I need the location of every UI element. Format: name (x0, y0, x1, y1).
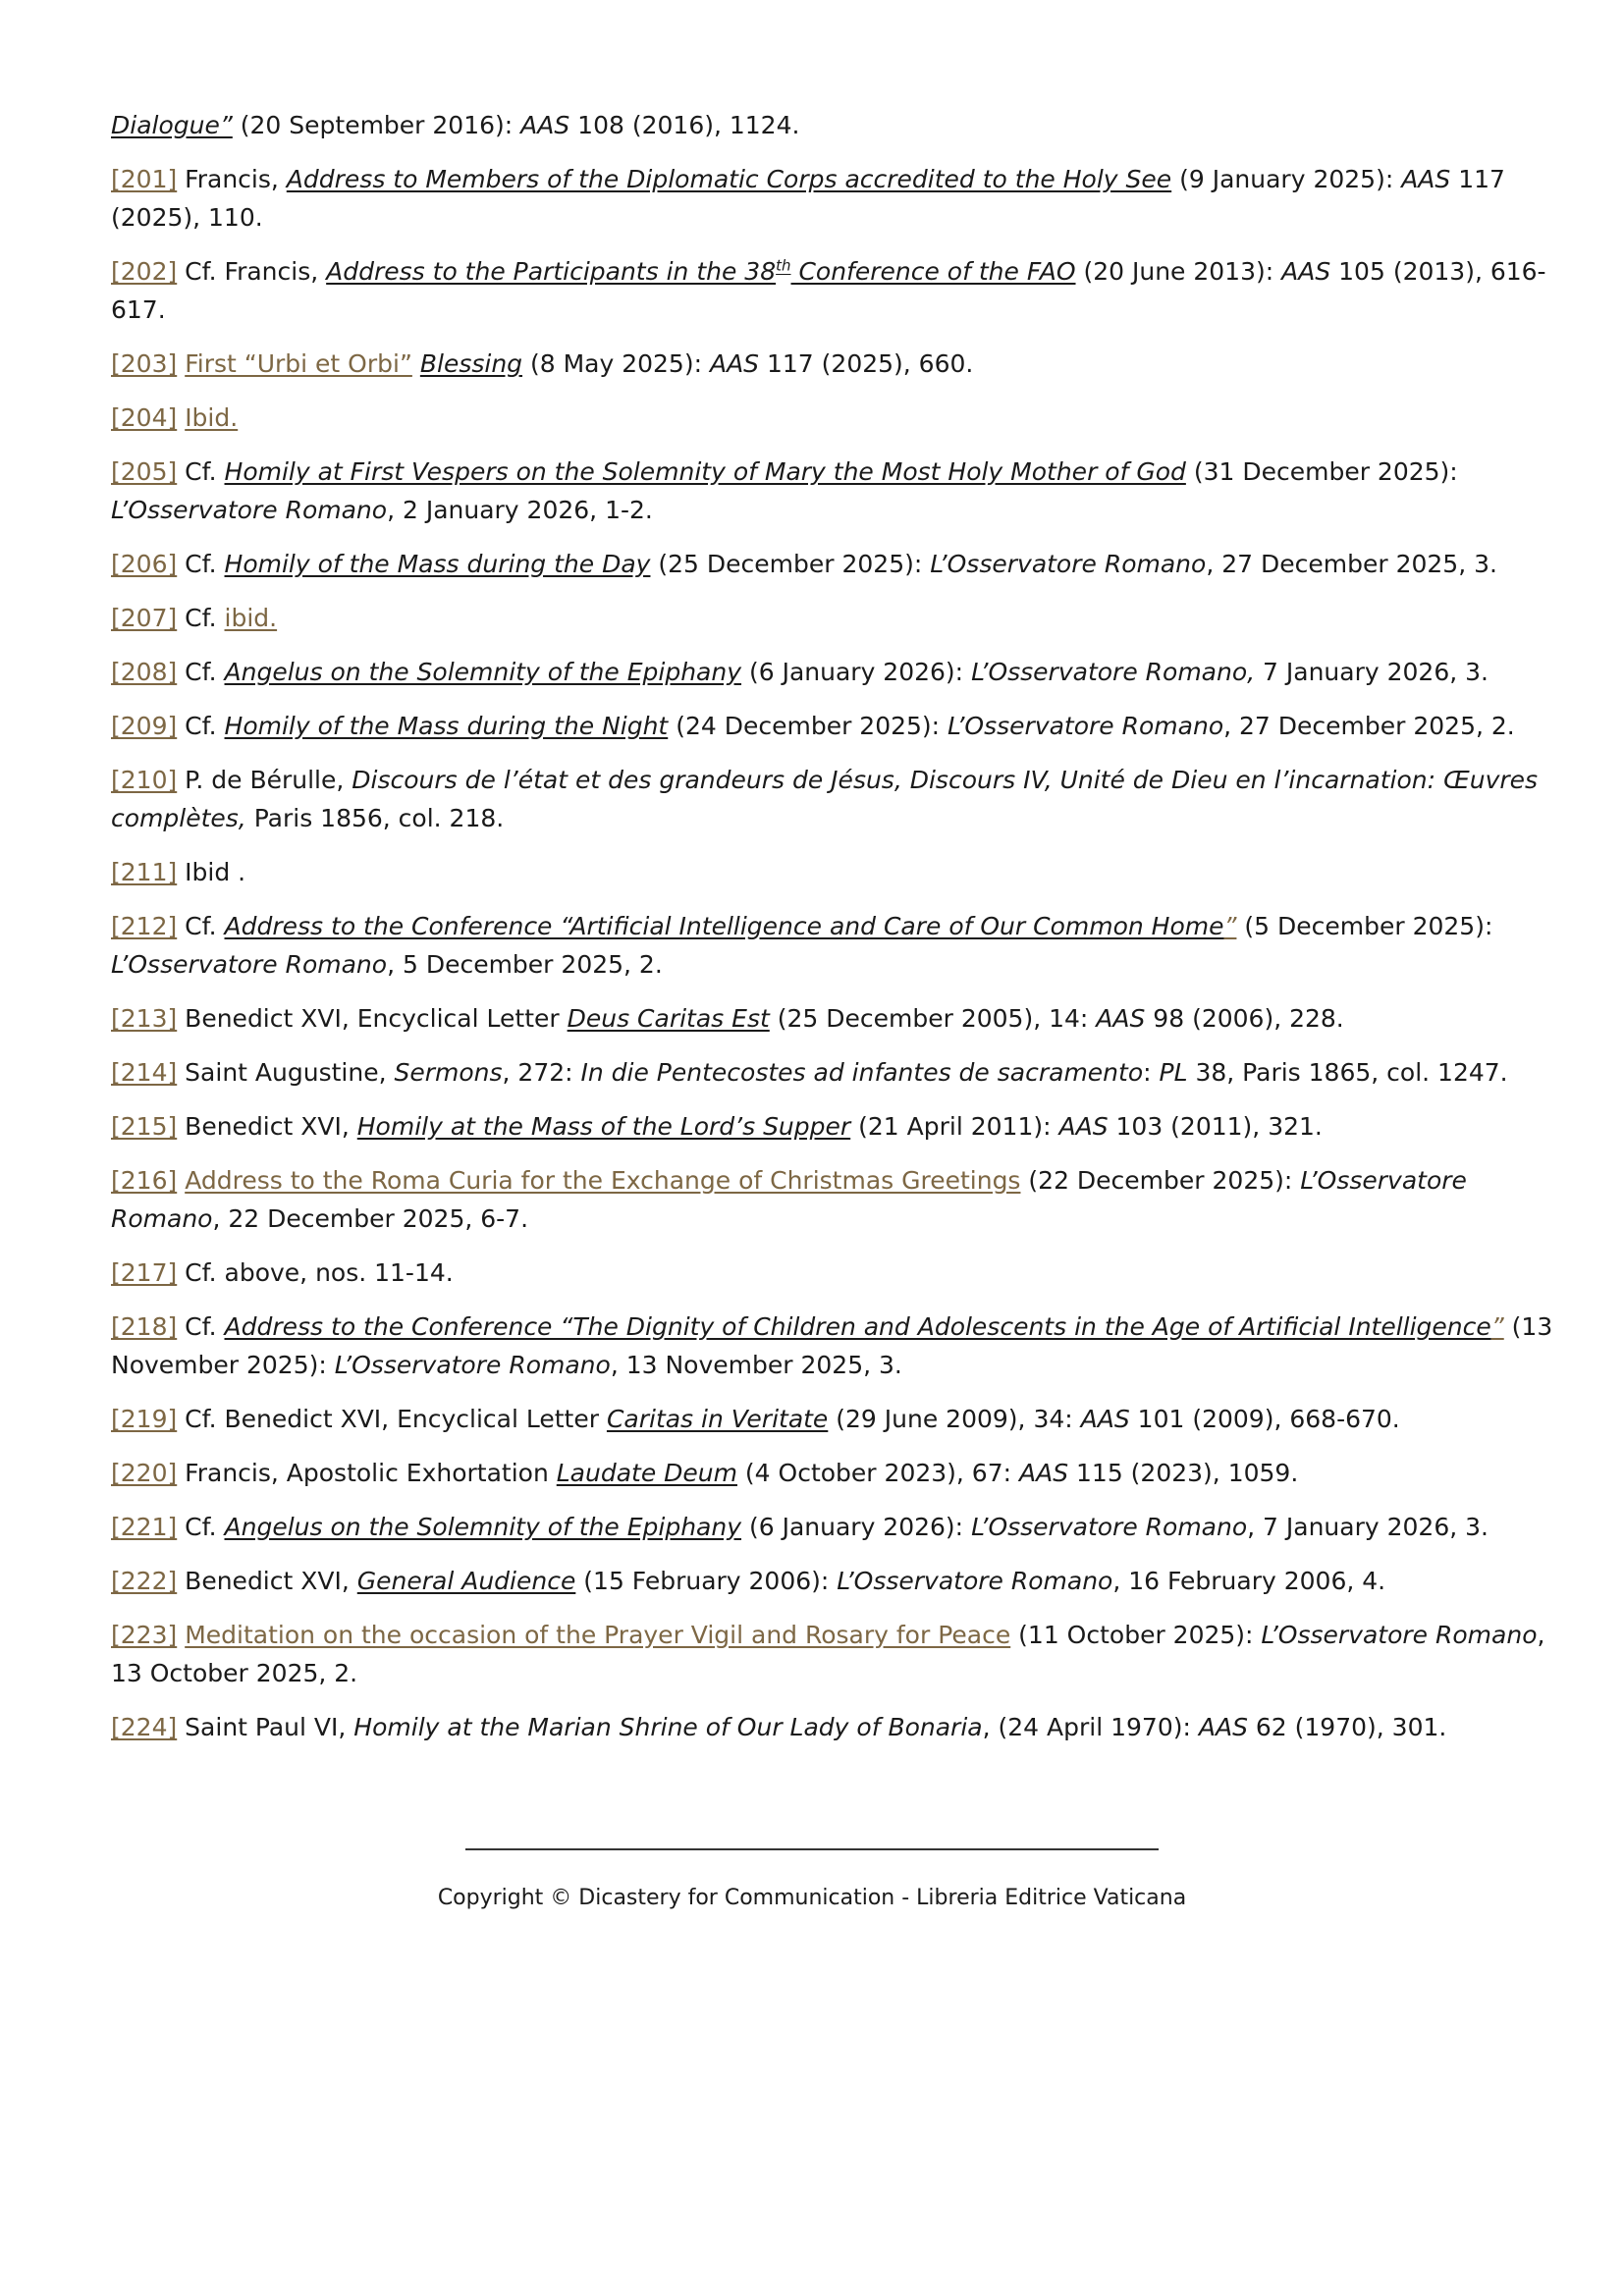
footnote-item (111, 1308, 1564, 1384)
italic-title: AAS (1058, 1112, 1109, 1141)
citation-text: Francis, Apostolic Exhortation (177, 1459, 557, 1487)
footnote-backlink[interactable]: [204] (111, 403, 178, 432)
citation-link[interactable]: Address to Members of the Diplomatic Corps accredited to the Holy See (286, 165, 1172, 193)
footnote-item (111, 907, 1564, 984)
citation-text: (4 October 2023), 67: (736, 1459, 1019, 1487)
citation-link-quote[interactable]: ” (1490, 1312, 1504, 1341)
citation-link[interactable]: Address to the Conference “The Dignity of Children and Adolescents in the Age of Artificial Intelligence (224, 1312, 1491, 1341)
footnote-item (111, 106, 1564, 144)
citation-text: 117 (2025), 110. (111, 165, 1505, 232)
footnote-backlink[interactable]: [211] (111, 858, 178, 886)
footnote-item (111, 707, 1564, 745)
citation-text: 98 (2006), 228. (1145, 1004, 1344, 1033)
footnote-item (111, 545, 1564, 583)
footnote-item (111, 1107, 1564, 1146)
footnote-backlink[interactable]: [206] (111, 550, 178, 578)
citation-link[interactable]: Homily of the Mass during the Night (224, 712, 669, 740)
citation-link[interactable]: Deus Caritas Est (567, 1004, 770, 1033)
citation-link[interactable]: First “Urbi et Orbi” (185, 349, 412, 378)
citation-text: (9 January 2025): (1171, 165, 1402, 193)
footnote-item (111, 1161, 1564, 1238)
citation-link[interactable]: Meditation on the occasion of the Prayer Vigil and Rosary for Peace (185, 1621, 1011, 1649)
italic-title: L’Osservatore Romano (111, 1166, 1467, 1233)
footnote-backlink[interactable]: [212] (111, 912, 178, 940)
citation-text: (6 January 2026): (741, 1513, 972, 1541)
citation-link[interactable]: Angelus on the Solemnity of the Epiphany (224, 658, 742, 686)
citation-text: 101 (2009), 668-670. (1129, 1405, 1400, 1433)
italic-title: L’Osservatore Romano (111, 496, 388, 524)
citation-text: (13 November 2025): (111, 1312, 1553, 1379)
italic-title: L’Osservatore Romano (334, 1351, 611, 1379)
italic-title: AAS (1281, 257, 1331, 286)
citation-text: (8 May 2025): (522, 349, 710, 378)
citation-link[interactable]: Caritas in Veritate (606, 1405, 829, 1433)
citation-text: Cf. above, nos. 11-14. (177, 1258, 454, 1287)
citation-text: (31 December 2025): (1185, 457, 1458, 486)
citation-text: 108 (2016), 1124. (569, 111, 800, 139)
footnote-backlink[interactable]: [207] (111, 604, 178, 632)
citation-text: Saint Paul VI, (177, 1713, 354, 1741)
footnote-backlink[interactable]: [214] (111, 1058, 178, 1087)
citation-text: P. de Bérulle, (177, 766, 352, 794)
italic-title: L’Osservatore Romano (971, 1513, 1248, 1541)
citation-text: : (1143, 1058, 1160, 1087)
italic-title: AAS (709, 349, 760, 378)
footnote-backlink[interactable]: [203] (111, 349, 178, 378)
citation-link[interactable]: Dialogue” (111, 111, 233, 139)
citation-link[interactable]: Homily of the Mass during the Day (224, 550, 651, 578)
citation-text: , 22 December 2025, 6-7. (212, 1204, 529, 1233)
italic-title: L’Osservatore Romano (837, 1567, 1113, 1595)
italic-title: Sermons (394, 1058, 503, 1087)
italic-title: AAS (1080, 1405, 1130, 1433)
citation-link[interactable]: Conference of the FAO (790, 257, 1076, 286)
footnote-backlink[interactable]: [201] (111, 165, 178, 193)
citation-text: (15 February 2006): (575, 1567, 838, 1595)
citation-text: , 27 December 2025, 3. (1206, 550, 1497, 578)
footnote-item (111, 399, 1564, 437)
italic-title: PL (1159, 1058, 1188, 1087)
citation-text: (24 December 2025): (668, 712, 948, 740)
citation-text: (11 October 2025): (1010, 1621, 1262, 1649)
citation-text: Cf. (177, 457, 225, 486)
citation-text: , 5 December 2025, 2. (387, 950, 663, 979)
footnote-item (111, 1400, 1564, 1438)
footnote-backlink[interactable]: [224] (111, 1713, 178, 1741)
italic-title: L’Osservatore Romano (947, 712, 1224, 740)
citation-text: , 2 January 2026, 1-2. (387, 496, 653, 524)
footnote-backlink[interactable]: [210] (111, 766, 178, 794)
italic-title: Homily at the Marian Shrine of Our Lady of Bonaria (353, 1713, 983, 1741)
citation-text: (20 September 2016): (232, 111, 521, 139)
citation-text: (6 January 2026): (741, 658, 972, 686)
citation-link[interactable]: Homily at the Mass of the Lord’s Supper (356, 1112, 851, 1141)
footnote-backlink[interactable]: [218] (111, 1312, 178, 1341)
citation-text: 117 (2025), 660. (759, 349, 974, 378)
footnote-backlink[interactable]: [215] (111, 1112, 178, 1141)
citation-text: (25 December 2025): (650, 550, 931, 578)
citation-text: , 7 January 2026, 3. (1247, 1513, 1489, 1541)
footnote-backlink[interactable]: [208] (111, 658, 178, 686)
footnote-item (111, 160, 1564, 237)
footnote-backlink[interactable]: [202] (111, 257, 178, 286)
footer-divider (465, 1848, 1159, 1850)
footnote-item (111, 999, 1564, 1038)
citation-text: 62 (1970), 301. (1247, 1713, 1447, 1741)
italic-title: AAS (1018, 1459, 1069, 1487)
italic-title: AAS (1096, 1004, 1146, 1033)
footnote-backlink[interactable]: [216] (111, 1166, 178, 1195)
citation-text: (25 December 2005), 14: (769, 1004, 1097, 1033)
citation-text: 7 January 2026, 3. (1255, 658, 1489, 686)
footnotes-list (111, 106, 1564, 1762)
citation-text: Benedict XVI, (177, 1112, 357, 1141)
citation-link-quote[interactable]: ” (1223, 912, 1237, 940)
italic-title: AAS (1198, 1713, 1248, 1741)
footnote-item (111, 1616, 1564, 1692)
footnote-item (111, 1708, 1564, 1746)
copyright-notice: Copyright © Dicastery for Communication - Libreria Editrice Vaticana (437, 1886, 1187, 1910)
citation-text: (22 December 2025): (1020, 1166, 1301, 1195)
citation-text: 105 (2013), 616-617. (111, 257, 1546, 324)
citation-text: Cf. Benedict XVI, Encyclical Letter (177, 1405, 607, 1433)
citation-link[interactable]: Homily at First Vespers on the Solemnity of Mary the Most Holy Mother of God (224, 457, 1186, 486)
citation-text: (21 April 2011): (850, 1112, 1059, 1141)
footnote-backlink[interactable]: [220] (111, 1459, 178, 1487)
citation-link[interactable]: ibid. (224, 604, 278, 632)
citation-link[interactable]: Address to the Conference “Artificial Intelligence and Care of Our Common Home (224, 912, 1224, 940)
footnote-backlink[interactable]: [223] (111, 1621, 178, 1649)
italic-title: Discours de l’état et des grandeurs de Jésus, Discours IV, Unité de Dieu en l’incarnation: Œuvres complètes, (111, 766, 1539, 832)
citation-link[interactable]: General Audience (356, 1567, 576, 1595)
citation-text: Cf. (177, 658, 225, 686)
citation-text (412, 349, 420, 378)
footnote-backlink[interactable]: [205] (111, 457, 178, 486)
citation-text: Cf. (177, 712, 225, 740)
footnote-item (111, 345, 1564, 383)
citation-link[interactable]: Blessing (419, 349, 523, 378)
citation-text: Ibid . (177, 858, 246, 886)
footnote-item (111, 761, 1564, 837)
citation-link[interactable]: Angelus on the Solemnity of the Epiphany (224, 1513, 742, 1541)
footnote-item (111, 653, 1564, 691)
footnote-item (111, 252, 1564, 329)
citation-text: , 272: (502, 1058, 581, 1087)
italic-title: In die Pentecostes ad infantes de sacramento (580, 1058, 1144, 1087)
citation-text: 115 (2023), 1059. (1068, 1459, 1299, 1487)
footnote-backlink[interactable]: [219] (111, 1405, 178, 1433)
citation-text (177, 349, 185, 378)
footnote-item (111, 853, 1564, 891)
citation-link-superscript[interactable]: th (776, 256, 791, 275)
citation-text: (20 June 2013): (1075, 257, 1282, 286)
citation-link[interactable]: Laudate Deum (556, 1459, 737, 1487)
citation-text: Cf. (177, 604, 225, 632)
footnote-item (111, 453, 1564, 529)
footnote-item (111, 599, 1564, 637)
citation-text: , 13 November 2025, 3. (610, 1351, 902, 1379)
citation-link[interactable]: Ibid. (185, 403, 239, 432)
citation-text: Cf. Francis, (177, 257, 327, 286)
italic-title: AAS (520, 111, 570, 139)
citation-text: Benedict XVI, (177, 1567, 357, 1595)
citation-text: 38, Paris 1865, col. 1247. (1187, 1058, 1508, 1087)
footnote-item (111, 1454, 1564, 1492)
italic-title: L’Osservatore Romano (930, 550, 1207, 578)
italic-title: L’Osservatore Romano (111, 950, 388, 979)
citation-text: , 27 December 2025, 2. (1223, 712, 1515, 740)
citation-text: Cf. (177, 912, 225, 940)
footnote-item (111, 1562, 1564, 1600)
citation-text: Saint Augustine, (177, 1058, 395, 1087)
italic-title: L’Osservatore Romano, (971, 658, 1256, 686)
citation-text: Benedict XVI, Encyclical Letter (177, 1004, 568, 1033)
citation-text: , 16 February 2006, 4. (1112, 1567, 1386, 1595)
citation-text (177, 1621, 185, 1649)
footnote-item (111, 1053, 1564, 1092)
citation-text: (5 December 2025): (1236, 912, 1493, 940)
citation-text: Francis, (177, 165, 287, 193)
citation-text (177, 1166, 185, 1195)
footnote-backlink[interactable]: [222] (111, 1567, 178, 1595)
citation-text: Cf. (177, 1513, 225, 1541)
footnote-backlink[interactable]: [213] (111, 1004, 178, 1033)
citation-text: Cf. (177, 1312, 225, 1341)
citation-text: Paris 1856, col. 218. (245, 804, 505, 832)
citation-text (177, 403, 185, 432)
footnote-backlink[interactable]: [221] (111, 1513, 178, 1541)
footnote-item (111, 1254, 1564, 1292)
citation-text: Cf. (177, 550, 225, 578)
footnote-item (111, 1508, 1564, 1546)
footnote-backlink[interactable]: [217] (111, 1258, 178, 1287)
citation-text: (29 June 2009), 34: (828, 1405, 1081, 1433)
citation-text: , 13 October 2025, 2. (111, 1621, 1545, 1687)
italic-title: AAS (1401, 165, 1451, 193)
citation-text: , (24 April 1970): (982, 1713, 1199, 1741)
italic-title: L’Osservatore Romano (1261, 1621, 1538, 1649)
page-footer (0, 1848, 1624, 1910)
footnote-backlink[interactable]: [209] (111, 712, 178, 740)
citation-link[interactable]: Address to the Participants in the 38 (326, 257, 777, 286)
citation-text: 103 (2011), 321. (1108, 1112, 1323, 1141)
citation-link[interactable]: Address to the Roma Curia for the Exchange of Christmas Greetings (185, 1166, 1021, 1195)
